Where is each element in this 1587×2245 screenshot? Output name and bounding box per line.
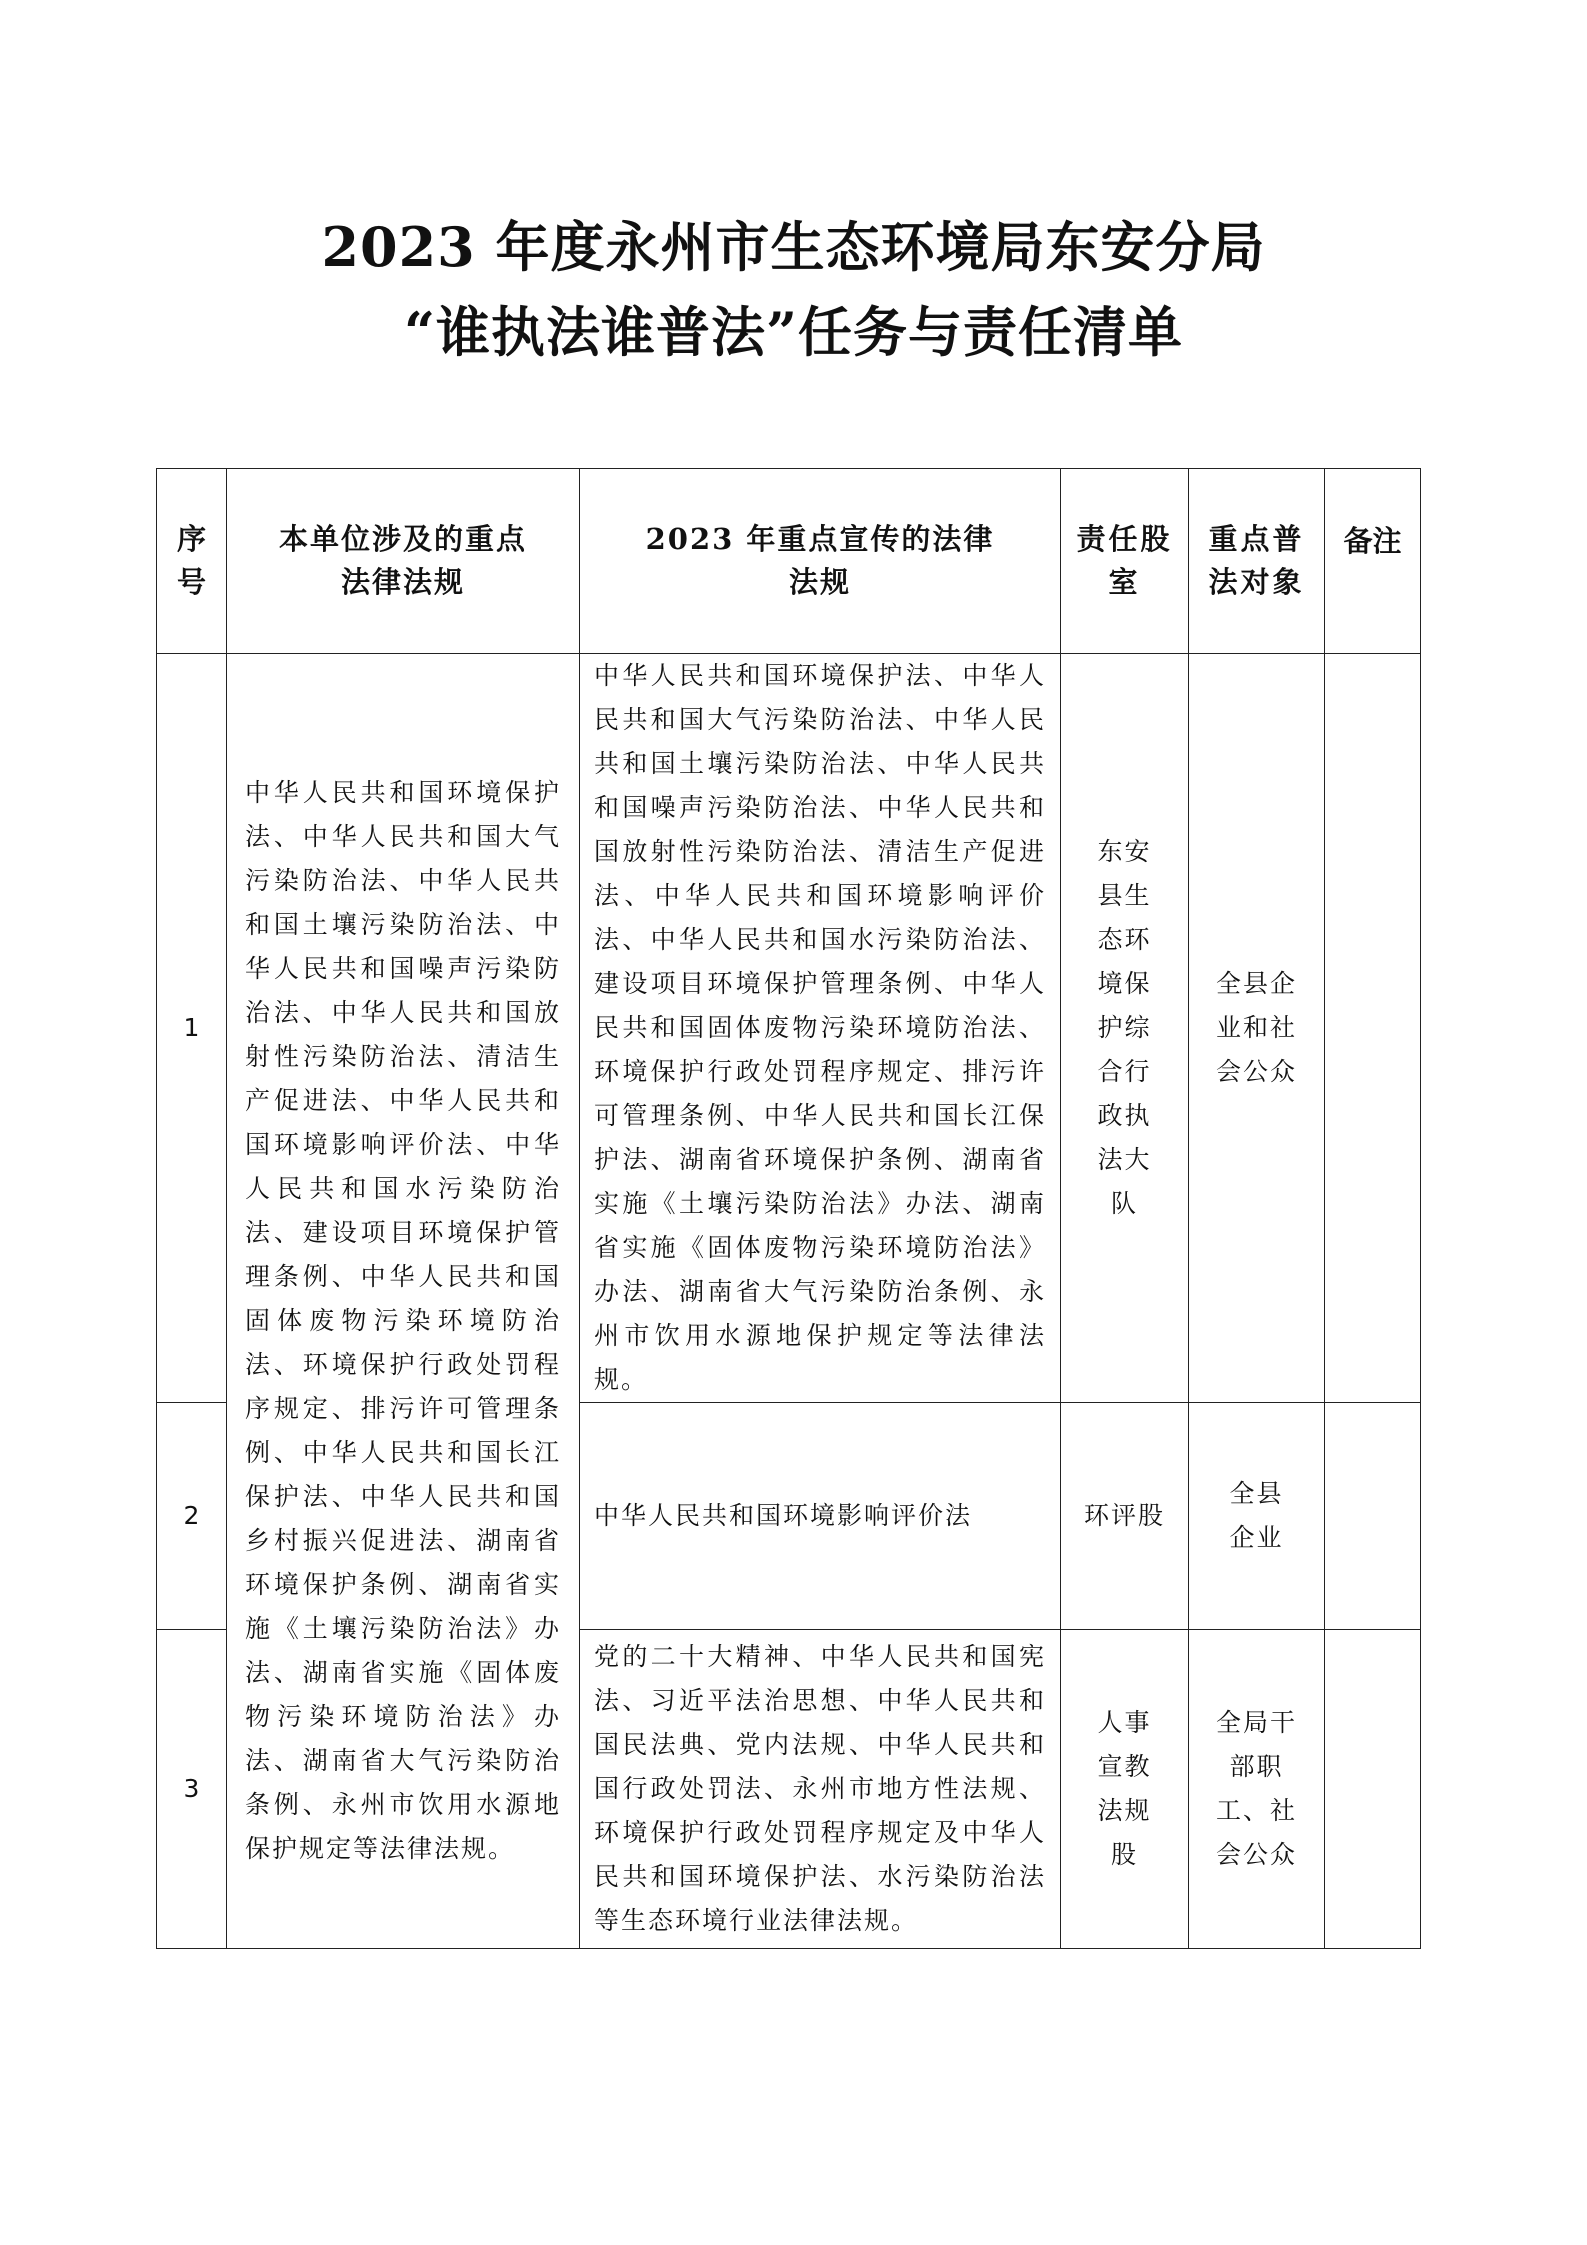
row-dept: 东安县生态环境保护综合行政执法大队: [1061, 654, 1189, 1403]
row-target: 全局干部职工、社会公众: [1189, 1630, 1325, 1949]
row-promo-laws: 党的二十大精神、中华人民共和国宪法、习近平法治思想、中华人民共和国民法典、党内法规、中华人民共和国行政处罚法、永州市地方性法规、环境保护行政处罚程序规定及中华人民共和国环境保护法、水污染防治法等生态环境行业法律法规。: [580, 1630, 1061, 1949]
row-target: 全县企业: [1189, 1403, 1325, 1630]
row-remark: [1325, 654, 1421, 1403]
row-dept: 环评股: [1061, 1403, 1189, 1630]
row-remark: [1325, 1630, 1421, 1949]
row-target: 全县企业和社会公众: [1189, 654, 1325, 1403]
row-seq: 2: [157, 1403, 227, 1630]
document-title-line-1: 2023 年度永州市生态环境局东安分局: [321, 215, 1266, 279]
document-title-line-2: “谁执法谁普法”任务与责任清单: [403, 300, 1184, 364]
header-target: 重点普法对象: [1189, 469, 1325, 654]
row-promo-laws: 中华人民共和国环境保护法、中华人民共和国大气污染防治法、中华人民共和国土壤污染防治法、中华人民共和国噪声污染防治法、中华人民共和国放射性污染防治法、清洁生产促进法、中华人民共和国环境影响评价法、中华人民共和国水污染防治法、建设项目环境保护管理条例、中华人民共和国固体废物污染环境防治法、环境保护行政处罚程序规定、排污许可管理条例、中华人民共和国长江保护法、湖南省环境保护条例、湖南省实施《土壤污染防治法》办法、湖南省实施《固体废物污染环境防治法》办法、湖南省大气污染防治条例、永州市饮用水源地保护规定等法律法规。: [580, 654, 1061, 1403]
row-remark: [1325, 1403, 1421, 1630]
header-promo-laws: 2023 年重点宣传的法律法规: [580, 469, 1061, 654]
shared-laws-cell: 中华人民共和国环境保护法、中华人民共和国大气污染防治法、中华人民共和国土壤污染防治法、中华人民共和国噪声污染防治法、中华人民共和国放射性污染防治法、清洁生产促进法、中华人民共和国环境影响评价法、中华人民共和国水污染防治法、建设项目环境保护管理条例、中华人民共和国固体废物污染环境防治法、环境保护行政处罚程序规定、排污许可管理条例、中华人民共和国长江保护法、中华人民共和国乡村振兴促进法、湖南省环境保护条例、湖南省实施《土壤污染防治法》办法、湖南省实施《固体废物污染环境防治法》办法、湖南省大气污染防治条例、永州市饮用水源地保护规定等法律法规。: [227, 654, 580, 1949]
row-dept: 人事宣教法规股: [1061, 1630, 1189, 1949]
header-laws: 本单位涉及的重点法律法规: [227, 469, 580, 654]
row-promo-laws: 中华人民共和国环境影响评价法: [580, 1403, 1061, 1630]
header-remark: 备注: [1325, 469, 1421, 654]
header-seq: 序号: [157, 469, 227, 654]
row-seq: 3: [157, 1630, 227, 1949]
header-dept: 责任股室: [1061, 469, 1189, 654]
responsibility-table: [156, 468, 1421, 1949]
table-row: [157, 654, 1421, 1403]
row-seq: 1: [157, 654, 227, 1403]
header-row: [157, 469, 1421, 654]
